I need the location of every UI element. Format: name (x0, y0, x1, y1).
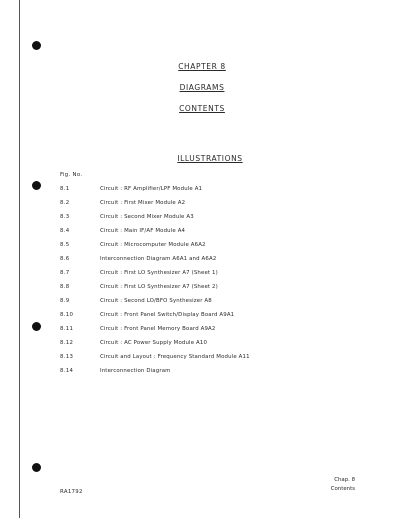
figure-number: 8.7 (60, 270, 70, 276)
figure-title: Circuit : Second Mixer Module A3 (100, 214, 194, 220)
binding-margin-line (19, 0, 20, 518)
figure-number: 8.2 (60, 200, 70, 206)
illustrations-heading: ILLUSTRATIONS (177, 154, 243, 163)
illustration-row (60, 256, 216, 264)
illustration-row (60, 326, 215, 334)
figure-number: 8.12 (60, 340, 74, 346)
figure-number: 8.9 (60, 298, 70, 304)
page-section: Contents (330, 486, 355, 492)
figure-title: Circuit : Second LO/BFO Synthesizer A8 (100, 298, 212, 304)
illustration-row (60, 214, 194, 222)
figure-title: Interconnection Diagram A6A1 and A6A2 (100, 256, 217, 262)
illustration-row (60, 242, 206, 250)
illustration-row (60, 312, 234, 320)
figure-number-column-label: Fig. No. (60, 172, 83, 178)
illustration-row (60, 186, 202, 194)
punch-hole-icon (32, 322, 41, 331)
figure-number: 8.10 (60, 312, 74, 318)
chapter-heading: CHAPTER 8 (178, 62, 226, 71)
illustration-row (60, 354, 250, 362)
figure-title: Circuit : Microcomputer Module A6A2 (100, 242, 206, 248)
illustration-row (60, 368, 171, 376)
document-number: RA1792 (60, 489, 83, 495)
figure-title: Interconnection Diagram (100, 368, 171, 374)
figure-number: 8.3 (60, 214, 70, 220)
illustration-row (60, 284, 218, 292)
figure-number: 8.14 (60, 368, 74, 374)
figure-title: Circuit : Front Panel Switch/Display Board A9A1 (100, 312, 235, 318)
figure-number: 8.6 (60, 256, 70, 262)
figure-title: Circuit : RF Amplifier/LPF Module A1 (100, 186, 203, 192)
punch-hole-icon (32, 41, 41, 50)
figure-number: 8.13 (60, 354, 74, 360)
figure-title: Circuit : AC Power Supply Module A10 (100, 340, 208, 346)
figure-title: Circuit : First LO Synthesizer A7 (Sheet 2) (100, 284, 218, 290)
figure-title: Circuit : First LO Synthesizer A7 (Sheet 1) (100, 270, 218, 276)
illustration-row (60, 298, 212, 306)
figure-number: 8.5 (60, 242, 70, 248)
illustration-row (60, 340, 207, 348)
page-chapter: Chap. 8 (334, 477, 355, 483)
figure-number: 8.11 (60, 326, 74, 332)
punch-hole-icon (32, 463, 41, 472)
punch-hole-icon (32, 181, 41, 190)
figure-number: 8.4 (60, 228, 70, 234)
contents-heading: CONTENTS (179, 104, 225, 113)
figure-title: Circuit and Layout : Frequency Standard Module A11 (100, 354, 250, 360)
illustration-row (60, 228, 185, 236)
figure-title: Circuit : First Mixer Module A2 (100, 200, 186, 206)
figure-title: Circuit : Front Panel Memory Board A9A2 (100, 326, 216, 332)
figure-number: 8.8 (60, 284, 70, 290)
section-heading: DIAGRAMS (179, 83, 225, 92)
page-reference (325, 476, 355, 494)
figure-title: Circuit : Main IF/AF Module A4 (100, 228, 186, 234)
illustration-row (60, 270, 218, 278)
illustration-row (60, 200, 185, 208)
figure-number: 8.1 (60, 186, 70, 192)
